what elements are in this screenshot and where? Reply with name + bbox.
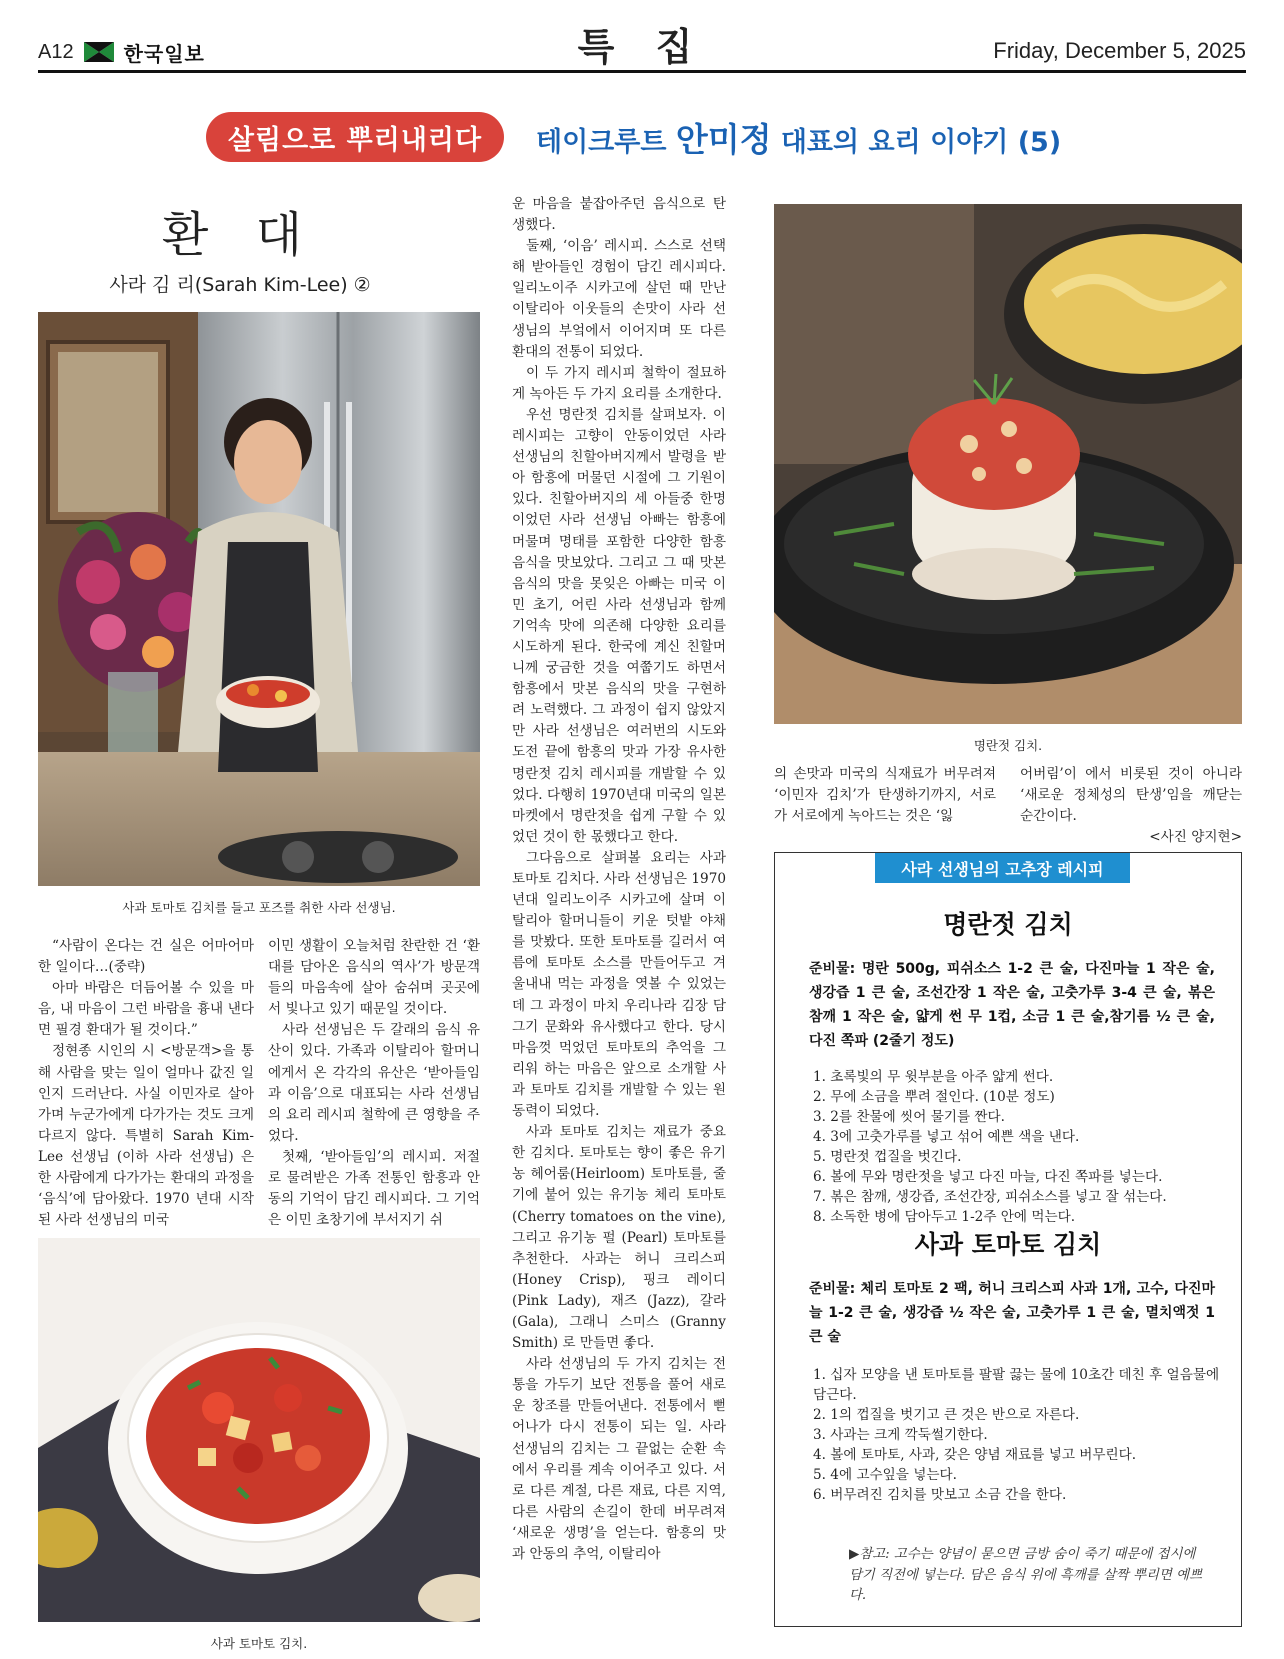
apple-tomato-caption: 사과 토마토 김치. <box>210 1636 308 1651</box>
paragraph: 이민 생활이 오늘처럼 찬란한 건 ‘환대를 담아온 음식의 역사’가 방문객들의 마음속에 살아 숨쉬며 곳곳에서 빛나고 있기 때문일 것이다. <box>268 938 480 1018</box>
series-title <box>536 114 1061 161</box>
paragraph: 그다음으로 살펴볼 요리는 사과 토마토 김치다. 사라 선생님은 1970 년대 일리노이주 시카고에 살며 이탈리아 할머니들이 키운 텃밭 야채를 맛봤다. 또한 토마토를 길러서 여름에 토마토 소스를 만들어두고 겨울내내 먹는 과정을 엿볼 수 있었는데 그 과정이 마치 우리나라 김장 담그기 문화와 유사했다고 한다. 당시 마음껏 먹었던 토마토의 추억을 그리워 하는 마음은 앞으로 소개할 사과 토마토 김치를 개발할 수 있는 원동력이 되었다. <box>512 849 726 1120</box>
recipe-ingredients-apple-tomato-kimchi: 준비물: 체리 토마토 2 팩, 허니 크리스피 사과 1개, 고수, 다진마늘 1-2 큰 술, 생강즙 ½ 작은 술, 고춧가루 1 큰 술, 멸치액젓 1 큰 술 <box>809 1281 1215 1345</box>
issue-date: Friday, December 5, 2025 <box>993 38 1246 63</box>
recipe-note: ▶참고: 고수는 양념이 묻으면 금방 숨이 죽기 때문에 접시에 담기 직전에 넣는다. 담은 음식 위에 흑깨를 살짝 뿌리면 예쁘다. <box>849 1547 1203 1603</box>
pollack-roe-caption: 명란젓 김치. <box>973 738 1043 753</box>
newspaper-name: 한국일보 <box>123 41 205 66</box>
recipe-ingredients-pollack-roe-kimchi: 준비물: 명란 500g, 피쉬소스 1-2 큰 술, 다진마늘 1 작은 술, 생강즙 1 큰 술, 조선간장 1 작은 술, 고춧가루 3-4 큰 술, 볶은 참깨 1 작은 술, 얇게 썬 무 1컵, 소금 1 큰 술,참기름 ½ 큰 술, 다진 쪽파 (2줄기 정도) <box>809 961 1215 1049</box>
body-column-5 <box>1020 764 1242 848</box>
recipe-step: 3. 사과는 크게 깍둑썰기한다. <box>813 1427 988 1443</box>
recipe-title-pollack-roe-kimchi: 명란젓 김치 <box>943 910 1073 939</box>
recipe-box-tag: 사라 선생님의 고추장 레시피 <box>875 853 1130 883</box>
recipe-steps-pollack-roe-kimchi <box>813 1067 1221 1227</box>
portrait-photo <box>38 312 480 886</box>
recipe-title-apple-tomato-kimchi: 사과 토마토 김치 <box>914 1230 1102 1259</box>
body-column-1 <box>38 936 254 1231</box>
paragraph: 우선 명란젓 김치를 살펴보자. 이 레시피는 고향이 안동이었던 사라 선생님의 친할아버지께서 발령을 받아 함흥에 머물던 시절에 그 기원이 있다. 친할아버지의 세 아들중 한명이었던 사라 선생님 아빠는 함흥에 머물며 명태를 포함한 다양한 함흥 음식을 맛보았다. 그리고 그 때 맛본 음식의 맛을 못잊은 아빠는 미국 이민 초기, 어린 사라 선생님과 함께 기억속 맛에 의존해 다양한 요리를 시도하게 된다. 한국에 계신 친할머니께 궁금한 것을 여쭙기도 하면서 함흥에서 맛본 음식의 맛을 구현하려 노력했다. 그 과정이 쉽지 않았지만 사라 선생님은 여러번의 시도와 도전 끝에 함흥의 맛과 가장 유사한 명란젓 김치 레시피를 개발할 수 있었다. 다행히 1970년대 미국의 일본 마켓에서 명란젓을 쉽게 구할 수 있었던 것이 한 몫했다고 한다. <box>512 406 726 845</box>
paragraph: 사라 선생님의 두 가지 김치는 전통을 가두기 보단 전통을 풀어 새로운 창조를 만들어낸다. 전통에서 뻗어나가 다시 전통이 되는 일. 사라 선생님의 김치는 그 끝없는 순환 속에서 우리를 계속 이어주고 있다. 서로 다른 계절, 다른 재료, 다른 지역, 다른 사람의 손길이 한데 버무려져 ‘새로운 생명’을 얻는다. 함흥의 맛과 안동의 추억, 이탈리아 <box>512 1356 726 1562</box>
photo-credit: <사진 양지현> <box>1149 829 1242 846</box>
series-title-prefix: 테이크루트 <box>536 127 676 158</box>
paragraph: 의 손맛과 미국의 식재료가 버무려져 ‘이민자 김치’가 탄생하기까지, 서로가 서로에게 녹아드는 것은 ‘잃 <box>774 766 996 825</box>
paragraph: 이 두 가지 레시피 철학이 절묘하게 녹아든 두 가지 요리를 소개한다. <box>512 364 726 402</box>
paragraph: 정현종 시인의 시 <방문객>을 통해 사람을 맞는 일이 얼마나 값진 일인지 드러난다. 사실 이민자로 살아가며 누군가에게 다가가는 것도 크게 다르지 않다. 특별히 Sarah Kim-Lee 선생님 (이하 사라 선생님) 은 한 사람에게 다가가는 환대의 과정을 ‘음식’에 담아왔다. 1970 년대 시작된 사라 선생님의 미국 <box>38 1043 254 1229</box>
series-pill: 살림으로 뿌리내리다 <box>206 112 504 162</box>
apple-tomato-kimchi-photo <box>38 1238 480 1622</box>
paragraph: 어버림’이 에서 비롯된 것이 아니라 ‘새로운 정체성의 탄생’임을 깨닫는 순간이다. <box>1020 766 1242 825</box>
recipe-step: 4. 3에 고춧가루를 넣고 섞어 예쁜 색을 낸다. <box>813 1129 1080 1145</box>
section-title: 특 집 <box>577 25 707 69</box>
recipe-step: 2. 1의 껍질을 벗기고 큰 것은 반으로 자른다. <box>813 1407 1080 1423</box>
body-column-2 <box>268 936 480 1231</box>
recipe-step: 4. 볼에 토마토, 사과, 갖은 양념 재료를 넣고 버무린다. <box>813 1447 1137 1463</box>
page-number: A12 <box>38 40 74 63</box>
recipe-step: 7. 볶은 참깨, 생강즙, 조선간장, 피쉬소스를 넣고 잘 섞는다. <box>813 1189 1167 1205</box>
recipe-step: 6. 볼에 무와 명란젓을 넣고 다진 마늘, 다진 쪽파를 넣는다. <box>813 1169 1163 1185</box>
pollack-roe-kimchi-photo <box>774 204 1242 724</box>
paragraph: 아마 바람은 더듬어볼 수 있을 마음, 내 마음이 그런 바람을 흉내 낸다면 필경 환대가 될 것이다.” <box>38 980 254 1039</box>
body-column-3 <box>512 194 726 1565</box>
paragraph: 사과 토마토 김치는 재료가 중요한 김치다. 토마토는 향이 좋은 유기농 헤어룸(Heirloom) 토마토를, 줄기에 붙어 있는 유기농 체리 토마토 (Cherry tomatoes on the vine), 그리고 유기농 펄 (Pearl) 토마토를 추천한다. 사과는 허니 크리스피 (Honey Crisp), 핑크 레이디 (Pink Lady), 재즈 (Jazz), 갈라 (Gala), 그래니 스미스 (Granny Smith) 로 만들면 좋다. <box>512 1124 726 1352</box>
recipe-step: 1. 십자 모양을 낸 토마토를 팔팔 끓는 물에 10초간 데친 후 얼음물에 담근다. <box>813 1367 1220 1403</box>
paragraph: 둘째, ‘이음’ 레시피. 스스로 선택해 받아들인 경험이 담긴 레시피다. 일리노이주 시카고에 살던 때 만난 이탈리아 이웃들의 손맛이 사라 선생님의 부엌에서 이어지며 또 다른 환대의 전통이 되었다. <box>512 238 726 360</box>
portrait-photo-illustration <box>38 312 480 886</box>
recipe-step: 8. 소독한 병에 담아두고 1-2주 안에 먹는다. <box>813 1209 1076 1225</box>
portrait-caption: 사과 토마토 김치를 들고 포즈를 취한 사라 선생님. <box>122 900 396 915</box>
recipe-steps-apple-tomato-kimchi <box>813 1365 1221 1505</box>
series-title-suffix: 대표의 요리 이야기 (5) <box>771 127 1062 158</box>
pollack-roe-kimchi-illustration <box>774 204 1242 724</box>
body-column-4 <box>774 764 996 827</box>
header-rule <box>38 70 1246 73</box>
apple-tomato-kimchi-illustration <box>38 1238 480 1622</box>
paragraph: 첫째, ‘받아들임’의 레시피. 저절로 물려받은 가족 전통인 함흥과 안동의 기억이 담긴 레시피다. 그 기억은 이민 초창기에 부서지기 쉬 <box>268 1148 480 1229</box>
paragraph: “사람이 온다는 건 실은 어마어마한 일이다…(중략) <box>38 938 254 976</box>
recipe-box <box>774 852 1242 1627</box>
recipe-step: 6. 버무려진 김치를 맛보고 소금 간을 한다. <box>813 1487 1067 1503</box>
paragraph: 운 마음을 붙잡아주던 음식으로 탄생했다. <box>512 196 726 234</box>
series-title-name: 안미정 <box>675 120 772 159</box>
recipe-step: 5. 4에 고수잎을 넣는다. <box>813 1467 957 1483</box>
recipe-step: 3. 2를 찬물에 씻어 물기를 짠다. <box>813 1109 1005 1125</box>
paragraph: 사라 선생님은 두 갈래의 음식 유산이 있다. 가족과 이탈리아 할머니에게서 온 각각의 유산은 ‘받아들임과 이음’으로 대표되는 사라 선생님의 요리 레시피 철학에 큰 영향을 주었다. <box>268 1022 480 1144</box>
recipe-step: 2. 무에 소금을 뿌려 절인다. (10분 정도) <box>813 1089 1055 1105</box>
recipe-step: 1. 초록빛의 무 윗부분을 아주 얇게 썬다. <box>813 1069 1054 1085</box>
recipe-step: 5. 명란젓 껍질을 벗긴다. <box>813 1149 962 1165</box>
article-byline: 사라 김 리(Sarah Kim-Lee) ② <box>109 274 371 296</box>
article-title: 환 대 <box>162 207 318 263</box>
